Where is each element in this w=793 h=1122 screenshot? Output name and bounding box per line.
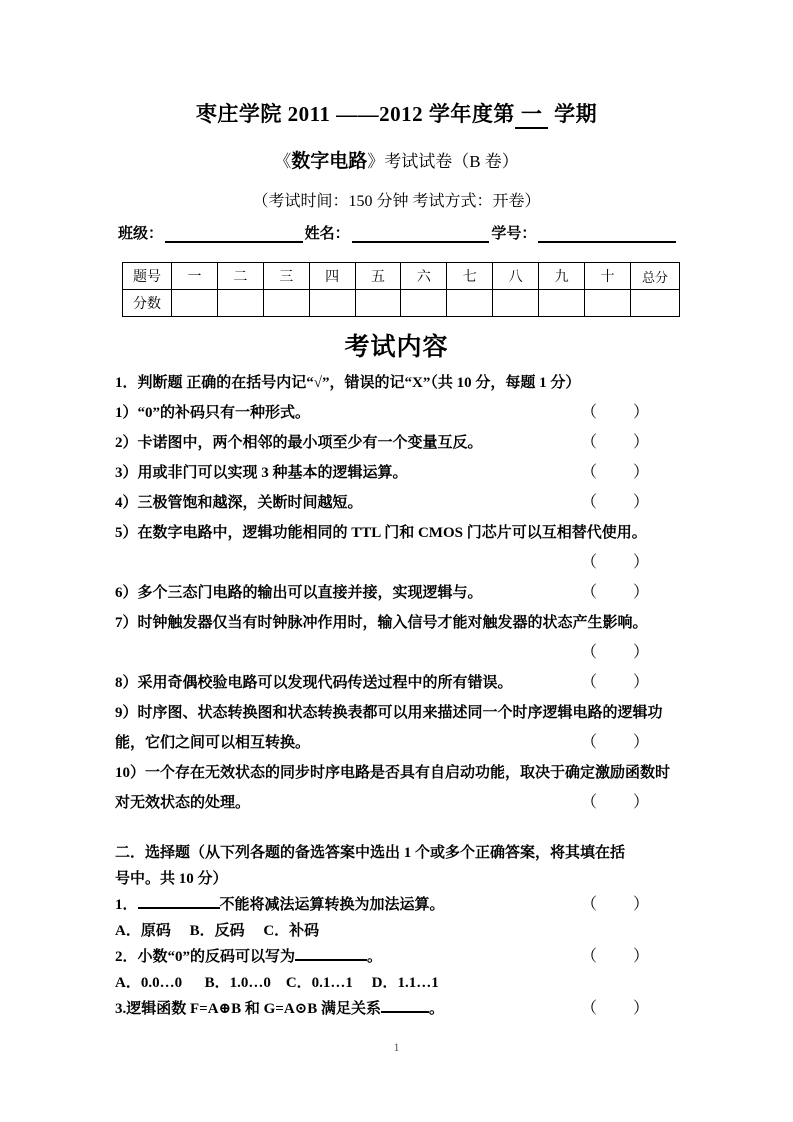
multiple-choice-question-2: 2．小数“0”的反码可以写为 。 [115, 944, 685, 970]
score-table-col-5: 五 [355, 263, 401, 290]
list-item: 6）多个三态门电路的输出可以直接并接，实现逻辑与。 （ ） [115, 578, 685, 608]
score-table-col-total: 总分 [631, 263, 680, 290]
multiple-choice-options-2[interactable]: A．0.0…0 B．1.0…0 C．0.1…1 D．1.1…1 [115, 975, 439, 991]
multiple-choice-options-1[interactable]: A．原码 B．反码 C．补码 [115, 923, 320, 939]
name-input-blank[interactable] [352, 226, 490, 243]
true-false-item-2: 2）卡诺图中，两个相邻的最小项至少有一个变量互反。 [115, 435, 483, 451]
student-id-input-blank[interactable] [538, 226, 676, 243]
list-item: 2）卡诺图中，两个相邻的最小项至少有一个变量互反。 （ ） [115, 428, 685, 458]
name-label: 姓名： [304, 226, 350, 242]
class-label: 班级： [118, 226, 164, 242]
true-false-item-1: 1）“0”的补码只有一种形式。 [115, 405, 311, 421]
page-number: 1 [393, 1040, 400, 1054]
title-term-suffix: 学期 [554, 102, 598, 126]
subject-name: 数字电路 [291, 151, 368, 172]
page-title [0, 100, 793, 128]
score-table-col-7: 七 [447, 263, 493, 290]
score-cell-2[interactable] [217, 290, 263, 317]
true-false-item-10: 10）一个存在无效状态的同步时序电路是否具有自启动功能，取决于确定激励函数时对无效状态的处理。 [115, 765, 671, 811]
score-cell-4[interactable] [309, 290, 355, 317]
student-id-label: 学号： [491, 226, 537, 242]
true-false-section-heading: 1．判断题 正确的在括号内记“√”，错误的记“X”（共 10 分，每题 1 分） [115, 375, 581, 391]
title-term-value: 一 [515, 102, 549, 129]
true-false-section-heading-row [115, 368, 685, 398]
score-table-col-3: 三 [263, 263, 309, 290]
multiple-choice-section-heading-line2: 号中。共 10 分） [115, 871, 228, 887]
answer-paren-row-5: （ ） [581, 554, 650, 571]
true-false-item-6: 6）多个三态门电路的输出可以直接并接，实现逻辑与。 [115, 585, 483, 601]
score-cell-total[interactable] [631, 290, 680, 317]
list-item: 4）三极管饱和越深，关断时间越短。 （ ） [115, 488, 685, 518]
class-input-blank[interactable] [165, 226, 303, 243]
title-dash: —— [336, 102, 380, 126]
list-item: 2．小数“0”的反码可以写为 。 （ ） [115, 944, 685, 970]
exam-body [115, 368, 685, 1022]
score-cell-1[interactable] [172, 290, 218, 317]
list-item [115, 608, 685, 638]
score-table [122, 262, 680, 317]
subject-open-bracket: 《 [274, 152, 292, 171]
exam-info-line: （考试时间：150 分钟 考试方式：开卷） [252, 193, 541, 210]
true-false-item-7: 7）时钟触发器仅当有时钟脉冲作用时，输入信号才能对触发器的状态产生影响。 [115, 615, 648, 631]
list-item: 1． 不能将减法运算转换为加法运算。 （ ） [115, 892, 685, 918]
table-row-scores [123, 290, 680, 317]
true-false-item-9: 9）时序图、状态转换图和状态转换表都可以用来描述同一个时序逻辑电路的逻辑功能，它们之间可以相互转换。 [115, 705, 663, 751]
score-table-col-10: 十 [585, 263, 631, 290]
score-table-row-label-question: 题号 [123, 263, 172, 290]
true-false-item-5: 5）在数字电路中，逻辑功能相同的 TTL 门和 CMOS 门芯片可以互相替代使用。 [115, 525, 647, 541]
score-cell-7[interactable] [447, 290, 493, 317]
subject-close-bracket: 》 [367, 152, 385, 171]
multiple-choice-section-heading-line1: 二．选择题（从下列各题的备选答案中选出 1 个或多个正确答案，将其填在括 [115, 845, 626, 861]
title-school: 枣庄学院 [195, 102, 282, 126]
score-cell-8[interactable] [493, 290, 539, 317]
title-year-start: 2011 [287, 102, 331, 126]
score-cell-5[interactable] [355, 290, 401, 317]
score-cell-10[interactable] [585, 290, 631, 317]
score-cell-9[interactable] [539, 290, 585, 317]
score-table-col-1: 一 [172, 263, 218, 290]
title-year-end: 2012 [379, 102, 424, 126]
score-cell-6[interactable] [401, 290, 447, 317]
score-cell-3[interactable] [263, 290, 309, 317]
identity-line [118, 222, 678, 243]
mc-1-answer-blank[interactable] [138, 893, 220, 909]
multiple-choice-section-heading-row [115, 840, 685, 892]
exam-content-heading: 考试内容 [344, 334, 449, 361]
subject-tail: 考试试卷（B 卷） [384, 152, 519, 171]
list-item: 9）时序图、状态转换图和状态转换表都可以用来描述同一个时序逻辑电路的逻辑功能，它们之间可以相互转换。 （ ） [115, 698, 685, 758]
multiple-choice-question-3: 3.逻辑函数 F=A⊕B 和 G=A⊙B 满足关系 。 [115, 996, 685, 1022]
title-term-prefix: 学年度第 [428, 102, 515, 126]
true-false-item-4: 4）三极管饱和越深，关断时间越短。 [115, 495, 363, 511]
list-item: 1）“0”的补码只有一种形式。 （ ） [115, 398, 685, 428]
true-false-item-8: 8）采用奇偶校验电路可以发现代码传送过程中的所有错误。 [115, 675, 513, 691]
score-table-col-9: 九 [539, 263, 585, 290]
score-table-col-6: 六 [401, 263, 447, 290]
list-item: 10）一个存在无效状态的同步时序电路是否具有自启动功能，取决于确定激励函数时对无效状态的处理。 （ ） [115, 758, 685, 818]
score-table-col-8: 八 [493, 263, 539, 290]
score-table-row-label-score: 分数 [123, 290, 172, 317]
list-item [115, 518, 685, 548]
table-row-header [123, 263, 680, 290]
answer-paren-row-7: （ ） [581, 644, 650, 661]
section-gap [115, 818, 685, 840]
list-item: 3）用或非门可以实现 3 种基本的逻辑运算。 （ ） [115, 458, 685, 488]
score-table-col-4: 四 [309, 263, 355, 290]
subject-line [0, 150, 793, 174]
mc-3-answer-blank[interactable] [381, 997, 429, 1013]
score-table-col-2: 二 [217, 263, 263, 290]
multiple-choice-question-1: 1． 不能将减法运算转换为加法运算。 [115, 892, 685, 918]
list-item: 3.逻辑函数 F=A⊕B 和 G=A⊙B 满足关系 。 （ ） [115, 996, 685, 1022]
true-false-item-3: 3）用或非门可以实现 3 种基本的逻辑运算。 [115, 465, 408, 481]
mc-2-answer-blank[interactable] [295, 945, 367, 961]
list-item: 8）采用奇偶校验电路可以发现代码传送过程中的所有错误。 （ ） [115, 668, 685, 698]
